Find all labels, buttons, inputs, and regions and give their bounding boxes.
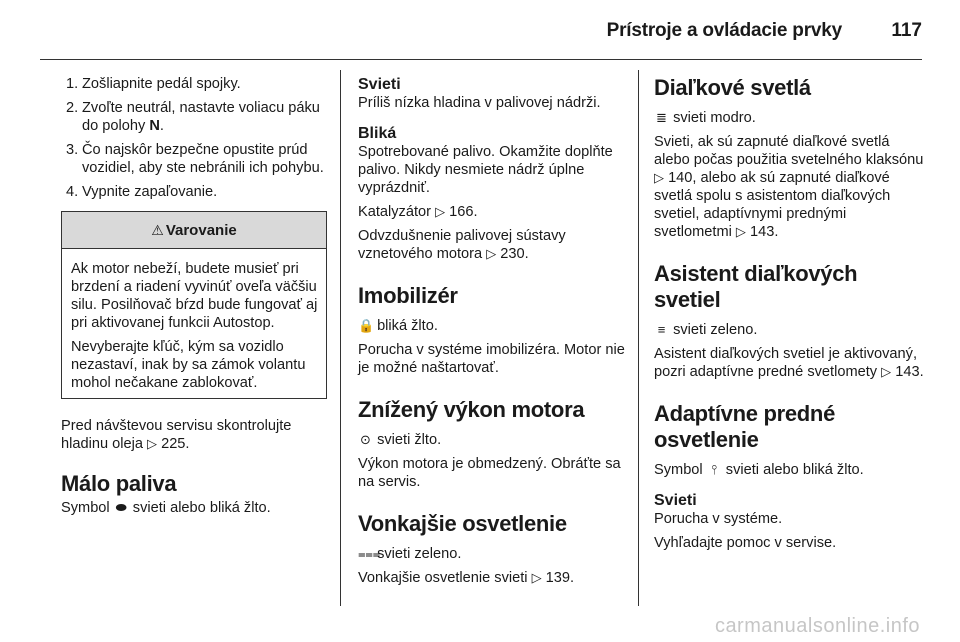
column-3	[654, 75, 926, 558]
section-heading: Imobilizér	[358, 283, 458, 308]
catalyst-text	[358, 203, 628, 221]
oil-check-text	[61, 417, 327, 453]
ref-arrow-icon: ▷	[486, 246, 497, 261]
page-reference[interactable]: 225.	[161, 436, 190, 452]
section-heading: Adaptívne predné osvetlenie	[654, 401, 836, 452]
step-item	[61, 99, 327, 135]
watermark: carmanualsonline.info	[714, 615, 920, 637]
page-reference[interactable]: 166.	[449, 204, 478, 220]
venting-text	[358, 227, 628, 263]
engine-power-icon: ⊙	[360, 432, 371, 447]
immobilizer-icon: 🔒	[358, 318, 375, 333]
page-reference[interactable]: 143.	[749, 224, 779, 240]
low-fuel-text	[61, 499, 327, 517]
step-text: Vypnite zapaľovanie.	[82, 184, 218, 200]
ref-arrow-icon: ▷	[881, 364, 892, 379]
step-text: Čo najskôr bezpečne opustite prúd vozidiel, aby ste nebránili ich pohybu.	[82, 142, 324, 176]
gear-position: N	[149, 118, 160, 134]
text: Svieti, ak sú zapnuté diaľkové svetlá alebo počas použitia svetelného klaksónu	[654, 134, 924, 168]
ref-arrow-icon: ▷	[654, 170, 664, 185]
text: svieti alebo bliká žlto.	[128, 500, 271, 516]
subheading: Svieti	[358, 76, 401, 93]
step-text: Zvoľte neutrál, nastavte voliacu páku do polohy	[82, 100, 320, 134]
assist-text	[654, 345, 926, 381]
exterior-text	[358, 569, 628, 587]
step-number: 4.	[66, 184, 79, 200]
high-beam-icon: ≣	[656, 110, 667, 125]
column-1	[61, 75, 327, 523]
warning-header	[62, 212, 326, 249]
step-number: 1.	[66, 76, 79, 92]
text: Katalyzátor	[358, 204, 436, 220]
status-line	[358, 545, 628, 563]
warning-triangle-icon: ⚠	[151, 222, 164, 238]
paragraph: Výkon motora je obmedzený. Obráťte sa na servis.	[358, 456, 621, 490]
column-divider-2	[638, 70, 639, 606]
chapter-title: Prístroje a ovládacie prvky	[606, 20, 842, 41]
column-2	[358, 75, 628, 593]
page-header	[0, 0, 960, 62]
step-item	[61, 183, 327, 201]
section-heading: Znížený výkon motora	[358, 397, 585, 422]
warning-title: Varovanie	[165, 222, 237, 239]
step-number: 2.	[66, 100, 79, 116]
section-heading: Asistent diaľkových svetiel	[654, 261, 858, 312]
subheading: Svieti	[654, 492, 697, 509]
page-reference[interactable]: 139.	[545, 570, 575, 586]
text: Odvzdušnenie palivovej sústavy vznetového motora	[358, 228, 566, 262]
warning-box	[61, 211, 327, 399]
text: svieti alebo bliká žlto.	[721, 462, 864, 478]
status-line	[358, 431, 628, 449]
paragraph: Vyhľadajte pomoc v servise.	[654, 535, 837, 551]
ref-arrow-icon: ▷	[435, 204, 446, 219]
section-heading: Diaľkové svetlá	[654, 75, 811, 100]
warning-paragraph: Nevyberajte kľúč, kým sa vozidlo nezastaví, inak by sa zámok volantu mohol nečakane zablokovať.	[71, 339, 306, 391]
step-number: 3.	[66, 142, 79, 158]
page-reference[interactable]: 230.	[500, 246, 529, 262]
exterior-light-icon: ⩶	[358, 546, 381, 561]
text: Vonkajšie osvetlenie svieti	[358, 570, 532, 586]
paragraph: Porucha v systéme.	[654, 511, 783, 527]
step-item	[61, 75, 327, 93]
column-divider-1	[340, 70, 341, 606]
ref-arrow-icon: ▷	[735, 224, 746, 239]
status-text: bliká žlto.	[377, 318, 438, 334]
step-item	[61, 141, 327, 177]
ref-arrow-icon: ▷	[531, 570, 542, 585]
text: Symbol	[654, 462, 707, 478]
high-beam-text	[654, 133, 926, 241]
warning-paragraph: Ak motor nebeží, budete musieť pri brzdení a riadení vyvinúť oveľa väčšiu silu. Posilňovač bŕzd bude fungovať aj pri aktivovanej funkcii Autostop.	[71, 261, 318, 331]
status-text: svieti zeleno.	[673, 322, 758, 338]
paragraph: Porucha v systéme imobilizéra. Motor nie je možné naštartovať.	[358, 342, 625, 376]
paragraph: Spotrebované palivo. Okamžite doplňte palivo. Nikdy nesmiete nádrž úplne vyprázdniť.	[358, 144, 613, 196]
afl-icon: ⫯	[711, 462, 718, 477]
text: Asistent diaľkových svetiel je aktivovaný, pozri adaptívne predné svetlomety	[654, 346, 918, 380]
status-line	[654, 109, 926, 127]
ref-arrow-icon: ▷	[147, 436, 158, 451]
warning-body	[62, 249, 326, 398]
afl-status	[654, 461, 926, 479]
paragraph: Príliš nízka hladina v palivovej nádrži.	[358, 95, 601, 111]
oil-text: Pred návštevou servisu skontrolujte hladinu oleja	[61, 418, 292, 452]
steps-list	[61, 75, 327, 201]
status-text: svieti modro.	[673, 110, 756, 126]
step-text: Zošliapnite pedál spojky.	[82, 76, 241, 92]
high-beam-assist-icon: ≡	[657, 322, 666, 337]
status-line	[654, 321, 926, 339]
fuel-icon: ⬬	[115, 500, 127, 515]
section-heading: Vonkajšie osvetlenie	[358, 511, 567, 536]
page-reference[interactable]: 143.	[895, 364, 924, 380]
status-text: svieti zeleno.	[377, 546, 462, 562]
text: Symbol	[61, 500, 114, 516]
subheading: Bliká	[358, 125, 397, 142]
status-line	[358, 317, 628, 335]
header-divider	[40, 59, 922, 60]
status-text: svieti žlto.	[377, 432, 442, 448]
step-text-tail: .	[159, 118, 164, 134]
page-number: 117	[891, 20, 922, 41]
section-heading: Málo paliva	[61, 471, 177, 496]
text: 140, alebo ak sú zapnuté diaľkové svetlá spolu s asistentom diaľkových svetiel, adaptívnymi prednými svetlometmi	[654, 170, 891, 240]
